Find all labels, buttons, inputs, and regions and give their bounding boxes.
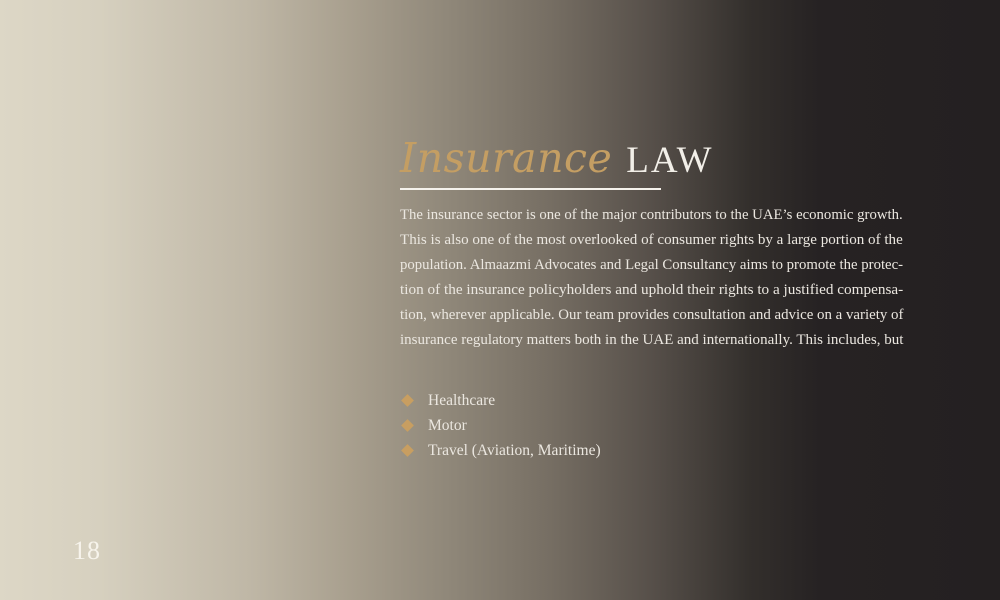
diamond-bullet-icon [401,394,414,407]
section-title [400,134,903,182]
paragraph-line [400,328,903,353]
paragraph-line-text: This is also one of the most overlooked of consumer rights by a large portion of the [400,232,903,248]
title-script-word: Insurance [400,134,613,182]
list-item-label: Travel (Aviation, Maritime) [428,441,601,459]
paragraph-line [400,278,903,303]
diamond-bullet-icon [401,444,414,457]
title-caps-word: LAW [626,140,714,181]
paragraph-line-text: tion of the insurance policyholders and uphold their rights to a justified compensa- [400,282,904,298]
paragraph-line-text: The insurance sector is one of the major contributors to the UAE’s economic growth. [400,207,903,223]
paragraph-line-text: population. Almaazmi Advocates and Legal Consultancy aims to promote the protec- [400,257,904,273]
coverage-list [400,388,903,463]
title-underline [400,188,661,190]
paragraph-line-text: insurance regulatory matters both in the UAE and internationally. This includes, but [400,332,904,348]
insurance-law-section [400,134,904,353]
paragraph-line [400,303,903,328]
list-item [400,438,903,463]
paragraph-line-text: tion, wherever applicable. Our team provides consultation and advice on a variety of [400,307,904,323]
list-item [400,388,903,413]
body-paragraph [400,203,903,353]
diamond-bullet-icon [401,419,414,432]
page-number: 18 [73,536,101,565]
list-item-label: Motor [428,416,467,434]
paragraph-line [400,228,903,253]
paragraph-line [400,253,903,278]
paragraph-line [400,203,903,228]
list-item-label: Healthcare [428,391,496,409]
list-item [400,413,903,438]
